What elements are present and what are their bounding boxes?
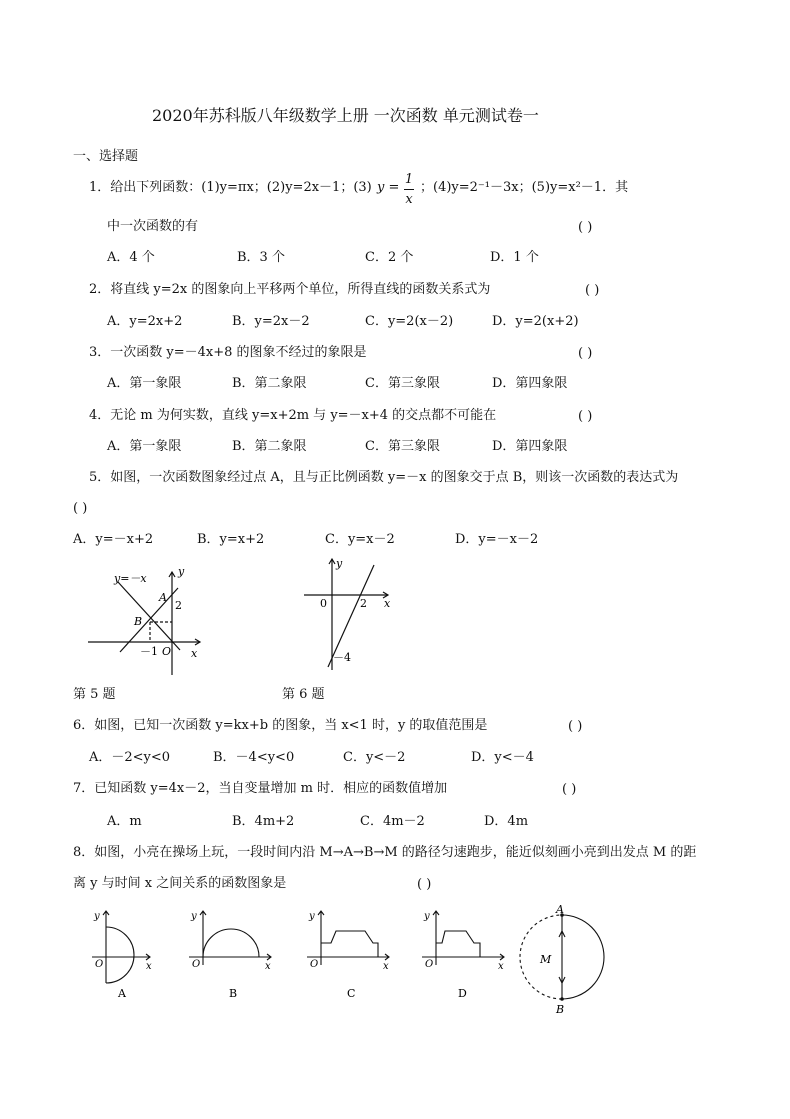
q3-answer-paren: ( )	[578, 346, 593, 361]
q5-option-a: A．y=－x+2	[73, 532, 154, 547]
fig8-graph-c	[303, 905, 393, 1001]
fig8b-y-label: y	[191, 911, 197, 922]
q6-option-b: B．－4<y<0	[213, 750, 295, 765]
q8-answer-paren: ( )	[417, 877, 432, 892]
q6-option-c: C．y<－2	[343, 750, 406, 765]
fig8d-y-label: y	[424, 911, 430, 922]
fig8-circle-m: M	[540, 953, 552, 966]
q1-frac-den: x	[405, 192, 413, 207]
q1-option-b: B．3 个	[237, 250, 285, 265]
q5-text: 5．如图，一次函数图象经过点 A，且与正比例函数 y=－x 的图象交于点 B，则该一次函数的表达式为	[89, 470, 679, 485]
fraction-bar	[404, 189, 414, 190]
q4-option-c: C．第三象限	[365, 439, 440, 454]
q1-answer-paren: ( )	[578, 220, 593, 235]
q3-option-d: D．第四象限	[492, 376, 568, 391]
fig6-x-label: x	[384, 597, 391, 610]
q7-option-d: D．4m	[484, 814, 529, 829]
fig8c-curve	[321, 931, 378, 957]
q7-option-a: A．m	[107, 814, 142, 829]
fig8a-x-label: x	[146, 961, 152, 972]
fig5-caption: 第 5 题	[73, 687, 116, 702]
fig8-circle-figure	[512, 905, 612, 1017]
q7-answer-paren: ( )	[562, 782, 577, 797]
fig8c-caption: C	[347, 987, 356, 1000]
q1-fraction	[404, 172, 414, 207]
q7-text: 7．已知函数 y=4x－2，当自变量增加 m 时．相应的函数值增加	[73, 781, 448, 796]
q6-option-d: D．y<－4	[471, 750, 534, 765]
fig8-circle-a: A	[556, 905, 564, 916]
q2-option-a: A．y=2x+2	[107, 314, 183, 329]
q7-option-c: C．4m－2	[360, 814, 425, 829]
q1-text-post: ；(4)y=2⁻¹－3x；(5)y=x²－1．其	[420, 180, 629, 195]
q4-option-a: A．第一象限	[107, 439, 182, 454]
q3-option-a: A．第一象限	[107, 376, 182, 391]
fig5-tick-neg1: －1	[140, 645, 158, 658]
q8-text-line2: 离 y 与时间 x 之间关系的函数图象是	[73, 876, 287, 891]
q1-option-d: D．1 个	[490, 250, 539, 265]
q4-option-d: D．第四象限	[492, 439, 568, 454]
fig8b-caption: B	[229, 987, 238, 1000]
q8-text-line1: 8．如图，小亮在操场上玩，一段时间内沿 M→A→B→M 的路径匀速跑步，能近似刻画小亮到出发点 M 的距	[73, 845, 697, 860]
fig8c-x-label: x	[383, 961, 389, 972]
fig5-line-neg-x	[118, 582, 180, 650]
fig8-circle-right-arc	[562, 915, 604, 999]
fig8a-origin: O	[95, 959, 104, 970]
fig8d-x-label: x	[498, 961, 504, 972]
figure-6	[300, 555, 400, 675]
fig8d-caption: D	[458, 987, 467, 1000]
q3-text: 3．一次函数 y=－4x+8 的图象不经过的象限是	[89, 345, 367, 360]
q4-answer-paren: ( )	[578, 409, 593, 424]
q5-option-b: B．y=x+2	[197, 532, 265, 547]
fig8c-origin: O	[310, 959, 319, 970]
q6-answer-paren: ( )	[568, 719, 583, 734]
section-heading: 一、选择题	[73, 149, 139, 164]
q4-option-b: B．第二象限	[232, 439, 307, 454]
fig5-point-a: A	[159, 591, 167, 604]
q3-option-c: C．第三象限	[365, 376, 440, 391]
fig8-graph-d	[418, 905, 508, 1001]
fig6-caption: 第 6 题	[282, 687, 325, 702]
q2-option-c: C．y=2(x－2)	[365, 314, 454, 329]
fig5-line-label: y=－x	[114, 572, 147, 585]
fig8a-caption: A	[118, 987, 126, 1000]
fig5-point-b: B	[134, 615, 143, 628]
q6-option-a: A．－2<y<0	[89, 750, 171, 765]
q3-option-b: B．第二象限	[232, 376, 307, 391]
fig8b-origin: O	[192, 959, 201, 970]
q2-text: 2．将直线 y=2x 的图象向上平移两个单位，所得直线的函数关系式为	[89, 282, 491, 297]
q5-answer-paren: ( )	[73, 501, 88, 516]
q6-text: 6．如图，已知一次函数 y=kx+b 的图象，当 x<1 时，y 的取值范围是	[73, 718, 488, 733]
fig8-graph-a	[88, 905, 160, 1001]
q2-answer-paren: ( )	[585, 283, 600, 298]
fig5-origin: O	[162, 645, 172, 658]
q1-frac-lhs: y =	[377, 180, 400, 195]
fig6-tick-2: 2	[360, 597, 367, 610]
q4-text: 4．无论 m 为何实数，直线 y=x+2m 与 y=－x+4 的交点都不可能在	[89, 408, 497, 423]
q1-text-pre: 1．给出下列函数：(1)y=πx；(2)y=2x－1；(3)	[89, 180, 372, 195]
fig5-tick-2: 2	[175, 599, 182, 612]
q1-option-c: C．2 个	[365, 250, 414, 265]
q1-option-a: A．4 个	[107, 250, 155, 265]
fig8a-curve	[106, 927, 134, 983]
page-title: 2020年苏科版八年级数学上册 一次函数 单元测试卷一	[152, 106, 539, 125]
q5-option-c: C．y=x－2	[325, 532, 395, 547]
fig8d-origin: O	[425, 959, 434, 970]
fig6-tick-neg4: －4	[333, 651, 351, 664]
fig8b-curve	[203, 929, 259, 957]
q5-option-d: D．y=－x－2	[455, 532, 539, 547]
q2-option-b: B．y=2x－2	[232, 314, 310, 329]
fig6-y-label: y	[336, 557, 343, 570]
fig5-y-label: y	[178, 565, 185, 578]
fig8-circle-b: B	[556, 1003, 565, 1016]
q1-text-line2: 中一次函数的有	[107, 219, 199, 234]
fig8c-y-label: y	[309, 911, 315, 922]
fig6-origin: 0	[320, 597, 327, 610]
q2-option-d: D．y=2(x+2)	[492, 314, 579, 329]
fig8b-x-label: x	[265, 961, 271, 972]
q7-option-b: B．4m+2	[232, 814, 295, 829]
figure-5	[88, 560, 208, 680]
fig8d-curve	[436, 931, 480, 957]
fig8-point-b-dot	[560, 997, 564, 1001]
q1-frac-num: 1	[404, 172, 414, 187]
fig8-graph-b	[185, 905, 275, 1001]
fig8a-y-label: y	[94, 911, 100, 922]
fig5-x-label: x	[191, 647, 198, 660]
